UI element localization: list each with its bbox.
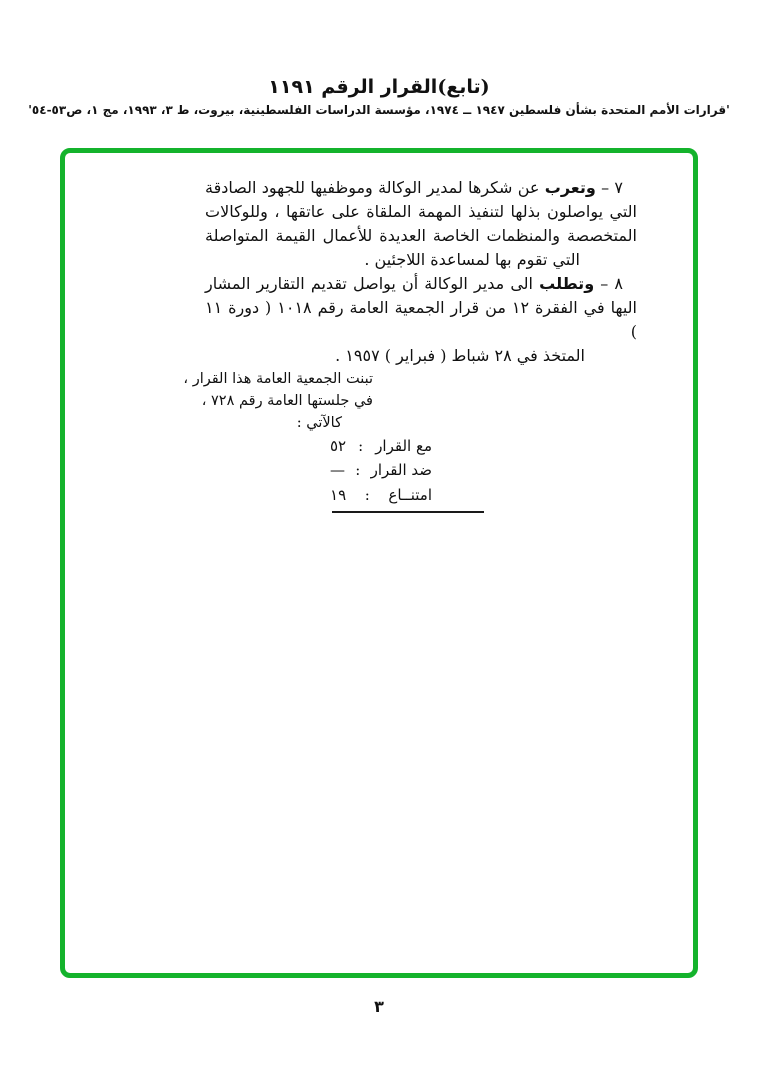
vote-against-label: ضد القرار xyxy=(370,461,432,480)
vote-against-row xyxy=(330,458,432,482)
paragraph-8 xyxy=(205,272,637,368)
paragraph-7-line-4: التي تقوم بها لمساعدة اللاجئين . xyxy=(364,250,580,269)
vote-tally xyxy=(205,434,637,507)
vote-abstain-count: ١٩ xyxy=(330,485,347,504)
paragraph-7-line-3: المتخصصة والمنظمات الخاصة العديدة للأعمال القيمة المتواصلة xyxy=(205,226,637,245)
content-box xyxy=(60,148,698,978)
paragraph-8-line-1 xyxy=(205,272,637,296)
item-number: ٨ – xyxy=(600,274,623,293)
page-title: (تابع)القرار الرقم ١١٩١ xyxy=(268,76,490,98)
divider-rule xyxy=(332,511,484,513)
vote-for-row xyxy=(330,434,432,458)
colon-separator: : xyxy=(358,437,364,455)
resolution-text xyxy=(183,176,637,521)
adoption-note xyxy=(183,368,637,434)
vote-abstain-label: امتنــاع xyxy=(388,485,432,504)
line-text: الى مدير الوكالة أن يواصل تقديم التقارير المشار xyxy=(205,274,533,293)
vote-for-label: مع القرار xyxy=(375,437,432,455)
adoption-closing: كالآتي : xyxy=(296,415,342,431)
vote-for-count: ٥٢ xyxy=(330,437,347,455)
paragraph-7-line-2: التي يواصلون بذلها لتنفيذ المهمة الملقاة على عاتقها ، وللوكالات xyxy=(205,202,637,221)
paragraph-7 xyxy=(205,176,637,272)
colon-separator: : xyxy=(364,485,370,504)
page-number: ٣ xyxy=(374,997,384,1016)
adoption-line-2: في جلستها العامة رقم ٧٢٨ ، xyxy=(201,393,373,409)
operative-verb: وتطلب xyxy=(539,274,595,293)
paragraph-8-line-3: المتخذ في ٢٨ شباط ( فبراير ) ١٩٥٧ . xyxy=(335,346,585,365)
item-number: ٧ – xyxy=(601,178,623,197)
line-text: عن شكرها لمدير الوكالة وموظفيها للجهود الصادقة xyxy=(205,178,540,197)
paragraph-7-line-1 xyxy=(205,176,637,200)
vote-abstain-row xyxy=(330,483,432,507)
vote-against-count: — xyxy=(330,461,345,480)
colon-separator: : xyxy=(355,461,361,480)
source-citation: 'قرارات الأمم المتحدة بشأن فلسطين ١٩٤٧ ــ ١٩٧٤، مؤسسة الدراسات الفلسطينية، بيروت، ط ٣، ١٩٩٣، مج ١، ص٥٣-٥٤' xyxy=(28,103,730,117)
paragraph-8-line-2: اليها في الفقرة ١٢ من قرار الجمعية العامة رقم ١٠١٨ ( دورة ١١ ) xyxy=(205,298,637,341)
operative-verb: وتعرب xyxy=(544,178,596,197)
adoption-line-1: تبنت الجمعية العامة هذا القرار ، xyxy=(183,371,373,387)
